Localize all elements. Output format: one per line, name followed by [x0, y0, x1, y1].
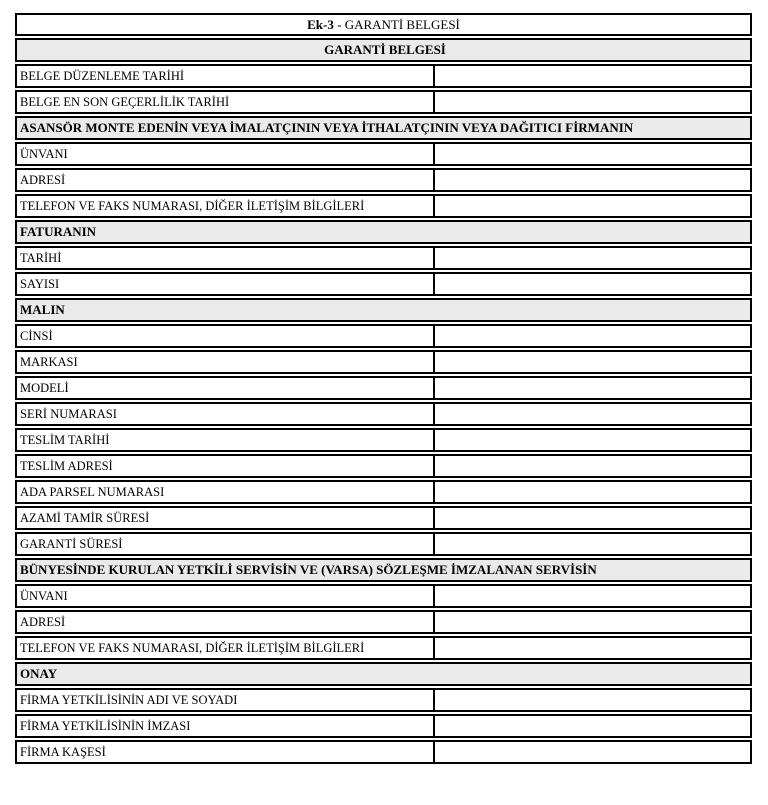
form-row [15, 714, 752, 738]
field-value-cell[interactable] [435, 716, 750, 736]
field-value-cell[interactable] [435, 352, 750, 372]
section-header [15, 298, 752, 322]
field-label: TELEFON VE FAKS NUMARASI, DİĞER İLETİŞİM BİLGİLERİ [17, 196, 435, 216]
form-row [15, 350, 752, 374]
guarantee-form [15, 13, 752, 764]
field-value-cell[interactable] [435, 248, 750, 268]
form-row [15, 324, 752, 348]
form-row [15, 688, 752, 712]
form-row [15, 246, 752, 270]
field-value-cell[interactable] [435, 196, 750, 216]
form-row [15, 90, 752, 114]
field-value-cell[interactable] [435, 534, 750, 554]
form-row [15, 428, 752, 452]
field-value-cell[interactable] [435, 456, 750, 476]
field-value-cell[interactable] [435, 378, 750, 398]
field-value-cell[interactable] [435, 170, 750, 190]
field-value-cell[interactable] [435, 586, 750, 606]
section-header [15, 220, 752, 244]
form-title: GARANTİ BELGESİ [324, 42, 446, 57]
document-header [15, 13, 752, 36]
field-label: FİRMA KAŞESİ [17, 742, 435, 762]
field-label: ADRESİ [17, 170, 435, 190]
form-row [15, 506, 752, 530]
field-value-cell[interactable] [435, 742, 750, 762]
field-label: FİRMA YETKİLİSİNİN ADI VE SOYADI [17, 690, 435, 710]
field-label: ÜNVANI [17, 586, 435, 606]
section-title: ONAY [20, 666, 58, 681]
field-label: BELGE DÜZENLEME TARİHİ [17, 66, 435, 86]
section-header [15, 662, 752, 686]
section-header [15, 558, 752, 582]
form-row [15, 168, 752, 192]
section-title: ASANSÖR MONTE EDENİN VEYA İMALATÇININ VEYA İTHALATÇININ VEYA DAĞITICI FİRMANIN [20, 120, 634, 135]
section-header [15, 116, 752, 140]
field-value-cell[interactable] [435, 612, 750, 632]
field-value-cell[interactable] [435, 144, 750, 164]
field-label: TELEFON VE FAKS NUMARASI, DİĞER İLETİŞİM BİLGİLERİ [17, 638, 435, 658]
form-row [15, 740, 752, 764]
field-value-cell[interactable] [435, 66, 750, 86]
form-row [15, 142, 752, 166]
form-row [15, 480, 752, 504]
header-separator: - [333, 16, 345, 32]
section-title: BÜNYESİNDE KURULAN YETKİLİ SERVİSİN VE (VARSA) SÖZLEŞME İMZALANAN SERVİSİN [20, 562, 597, 577]
field-label: MODELİ [17, 378, 435, 398]
field-value-cell[interactable] [435, 430, 750, 450]
form-row [15, 194, 752, 218]
form-row [15, 532, 752, 556]
field-value-cell[interactable] [435, 482, 750, 502]
form-row [15, 636, 752, 660]
field-value-cell[interactable] [435, 274, 750, 294]
field-label: CİNSİ [17, 326, 435, 346]
form-row [15, 402, 752, 426]
field-label: FİRMA YETKİLİSİNİN İMZASI [17, 716, 435, 736]
field-value-cell[interactable] [435, 638, 750, 658]
field-value-cell[interactable] [435, 92, 750, 112]
form-row [15, 376, 752, 400]
section-title: MALIN [20, 302, 65, 317]
field-label: MARKASI [17, 352, 435, 372]
field-value-cell[interactable] [435, 404, 750, 424]
field-label: TESLİM ADRESİ [17, 456, 435, 476]
form-row [15, 64, 752, 88]
document-title: GARANTİ BELGESİ [344, 16, 460, 32]
field-value-cell[interactable] [435, 508, 750, 528]
field-label: ADA PARSEL NUMARASI [17, 482, 435, 502]
annex-code: Ek-3 [307, 16, 334, 32]
field-label: BELGE EN SON GEÇERLİLİK TARİHİ [17, 92, 435, 112]
section-title: FATURANIN [20, 224, 97, 239]
field-label: SAYISI [17, 274, 435, 294]
field-label: AZAMİ TAMİR SÜRESİ [17, 508, 435, 528]
field-value-cell[interactable] [435, 326, 750, 346]
form-row [15, 610, 752, 634]
form-row [15, 584, 752, 608]
field-label: TESLİM TARİHİ [17, 430, 435, 450]
form-row [15, 454, 752, 478]
field-label: GARANTİ SÜRESİ [17, 534, 435, 554]
field-label: TARİHİ [17, 248, 435, 268]
form-row [15, 272, 752, 296]
field-label: ADRESİ [17, 612, 435, 632]
field-label: ÜNVANI [17, 144, 435, 164]
form-title-row [15, 38, 752, 62]
field-label: SERİ NUMARASI [17, 404, 435, 424]
field-value-cell[interactable] [435, 690, 750, 710]
